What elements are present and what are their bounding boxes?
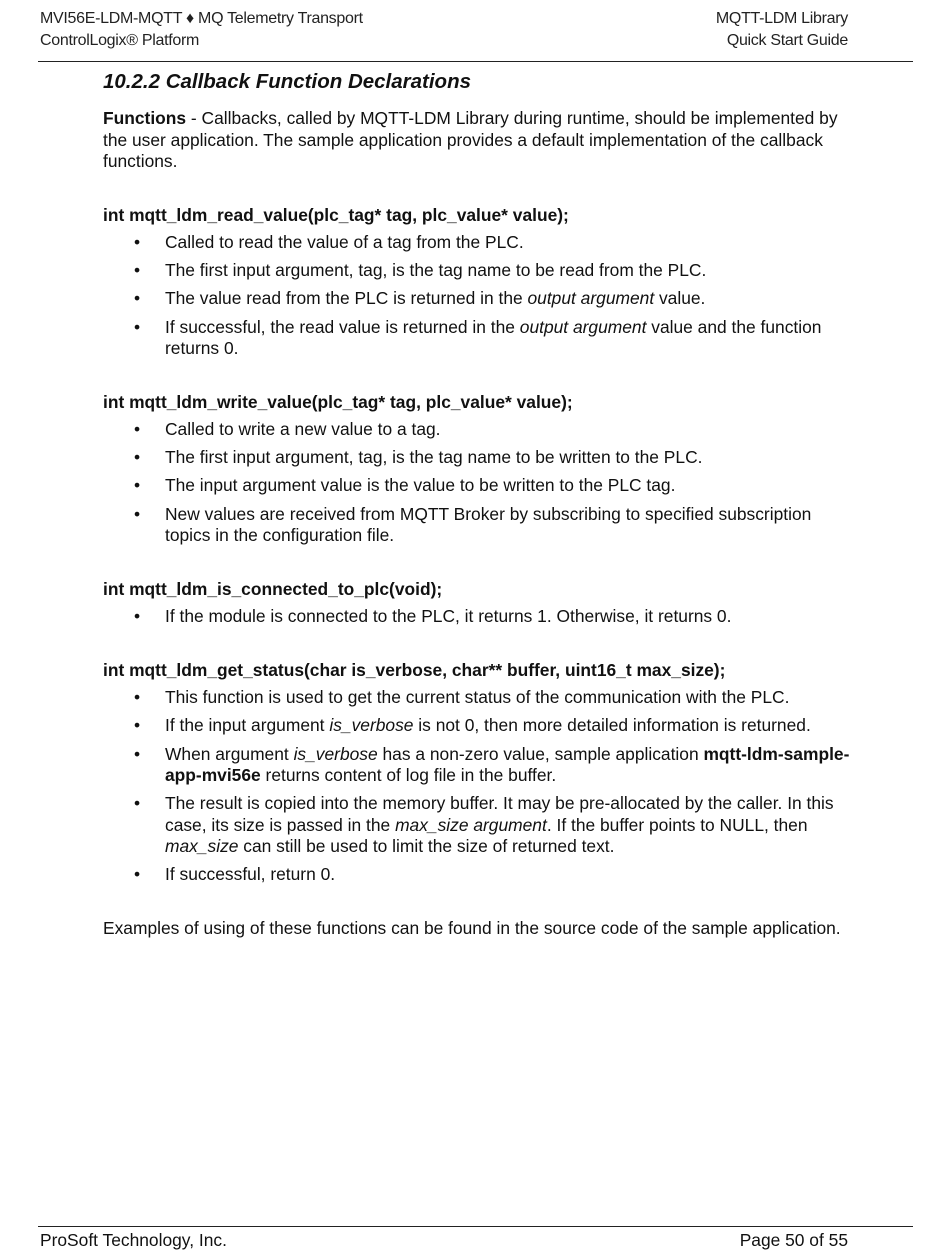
- header-right: [716, 8, 848, 52]
- bullet-icon: •: [134, 743, 141, 764]
- function-bullets-get-status: [103, 687, 853, 886]
- bullet-icon: •: [134, 260, 141, 281]
- list-item: [103, 606, 853, 628]
- function-signature-write-value: int mqtt_ldm_write_value(plc_tag* tag, plc_value* value);: [103, 391, 573, 412]
- function-signature-read-value: int mqtt_ldm_read_value(plc_tag* tag, plc_value* value);: [103, 204, 569, 225]
- bullet-text: is not 0, then more detailed information is returned.: [413, 715, 811, 736]
- page-header: [40, 8, 848, 54]
- list-item: [103, 715, 853, 737]
- bullet-emphasis: output argument: [519, 316, 647, 337]
- bullet-icon: •: [134, 864, 141, 885]
- bullet-text: The input argument value is the value to be written to the PLC tag.: [165, 475, 676, 496]
- list-item: [103, 475, 853, 497]
- bullet-icon: •: [134, 503, 141, 524]
- bullet-text: can still be used to limit the size of returned text.: [238, 836, 615, 857]
- bullet-emphasis: max_size: [165, 836, 239, 857]
- list-item: [103, 232, 853, 254]
- bullet-emphasis: is_verbose: [293, 743, 378, 764]
- bullet-text: value.: [654, 288, 706, 309]
- bullet-icon: •: [134, 419, 141, 440]
- list-item: [103, 260, 853, 282]
- bullet-text: New values are received from MQTT Broker by subscribing to specified subscription topics in the configuration file.: [165, 503, 812, 546]
- bullet-text: If successful, return 0.: [165, 864, 336, 885]
- list-item: [103, 288, 853, 310]
- header-divider: [38, 61, 913, 62]
- bullet-text: has a non-zero value, sample application: [377, 743, 704, 764]
- bullet-emphasis: is_verbose: [329, 715, 414, 736]
- bullet-icon: •: [134, 606, 141, 627]
- section-title: 10.2.2 Callback Function Declarations: [103, 70, 471, 93]
- bullet-icon: •: [134, 316, 141, 337]
- function-bullets-read-value: [103, 232, 853, 360]
- header-library: MQTT-LDM Library: [715, 10, 848, 27]
- list-item: [103, 687, 853, 709]
- bullet-text: Called to read the value of a tag from the PLC.: [165, 232, 524, 252]
- intro-text: - Callbacks, called by MQTT-LDM Library during runtime, should be implemented by the user application. The sample application provides a default implementation of the callback functions.: [103, 108, 838, 171]
- footer-company: ProSoft Technology, Inc.: [40, 1230, 227, 1250]
- bullet-text: returns content of log file in the buffer.: [260, 765, 557, 785]
- bullet-text: value and the function returns 0.: [165, 316, 822, 359]
- page-content: [103, 68, 853, 939]
- bullet-emphasis: max_size argument: [395, 814, 547, 835]
- bullet-text: If the input argument: [165, 715, 330, 736]
- bullet-icon: •: [134, 447, 141, 468]
- function-bullets-is-connected: [103, 606, 853, 628]
- bullet-icon: •: [134, 793, 141, 814]
- section-intro: [103, 108, 853, 173]
- bullet-icon: •: [134, 687, 141, 708]
- bullet-text: Called to write a new value to a tag.: [165, 419, 441, 440]
- bullet-strong: mqtt-ldm-sample-app-mvi56e: [165, 743, 850, 785]
- bullet-text: This function is used to get the current status of the communication with the PLC.: [165, 687, 790, 708]
- bullet-text: When argument: [165, 743, 294, 764]
- function-signature-is-connected: int mqtt_ldm_is_connected_to_plc(void);: [103, 578, 443, 599]
- bullet-text: . If the buffer points to NULL, then: [546, 814, 808, 835]
- bullet-icon: •: [134, 288, 141, 309]
- bullet-text: If the module is connected to the PLC, it returns 1. Otherwise, it returns 0.: [165, 606, 732, 627]
- bullet-text: The first input argument, tag, is the tag name to be written to the PLC.: [165, 447, 703, 468]
- list-item: [103, 793, 853, 858]
- header-product: MVI56E-LDM-MQTT ♦ MQ Telemetry Transport: [40, 10, 363, 27]
- header-guide: Quick Start Guide: [726, 32, 848, 49]
- bullet-icon: •: [134, 475, 141, 496]
- list-item: [103, 864, 853, 886]
- list-item: [103, 317, 853, 360]
- bullet-icon: •: [134, 232, 141, 252]
- bullet-text: The first input argument, tag, is the tag name to be read from the PLC.: [165, 260, 707, 281]
- header-platform: ControlLogix® Platform: [40, 32, 200, 49]
- list-item: [103, 419, 853, 441]
- function-signature-get-status: int mqtt_ldm_get_status(char is_verbose, char** buffer, uint16_t max_size);: [103, 659, 726, 680]
- intro-label: Functions: [103, 108, 187, 128]
- footer-divider: [38, 1226, 913, 1227]
- bullet-text: The value read from the PLC is returned in the: [165, 288, 528, 309]
- list-item: [103, 504, 853, 547]
- bullet-text: The result is copied into the memory buffer. It may be pre-allocated by the caller. In this case, its size is passed in the: [165, 793, 834, 835]
- closing-paragraph: Examples of using of these functions can be found in the source code of the sample application.: [103, 917, 841, 938]
- page-number: Page 50 of 55: [739, 1230, 848, 1250]
- bullet-text: If successful, the read value is returned in the: [165, 316, 520, 337]
- bullet-icon: •: [134, 715, 141, 736]
- bullet-emphasis: output argument: [527, 288, 655, 309]
- list-item: [103, 744, 853, 787]
- list-item: [103, 447, 853, 469]
- header-left: [40, 8, 363, 52]
- function-bullets-write-value: [103, 419, 853, 547]
